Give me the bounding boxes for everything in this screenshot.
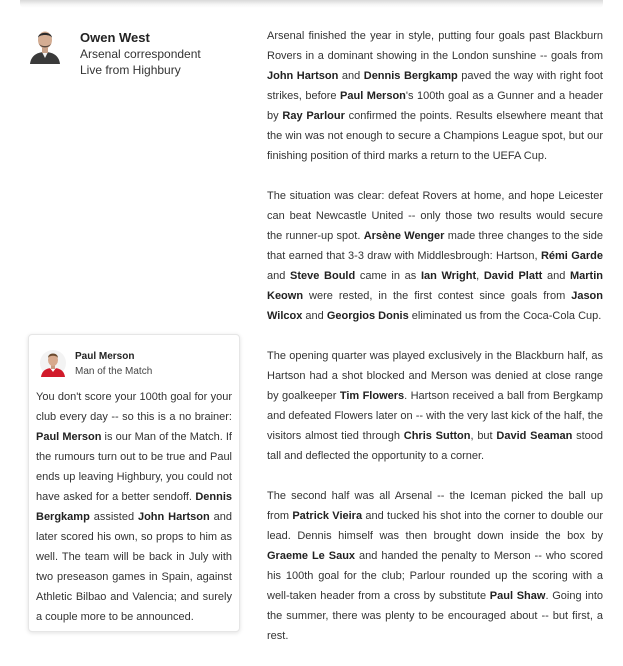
player-name: David Seaman	[496, 430, 573, 442]
player-name: Ian Wright	[420, 270, 477, 282]
player-name: Dennis Bergkamp	[363, 70, 458, 82]
text-run: eliminated us from the Coca-Cola Cup.	[408, 310, 602, 322]
player-name: Paul Shaw	[489, 590, 546, 602]
text-run: and later scored his own, so props to him as well. The team will be back in July with two preseason games in Spain, against Athletic Bilbao and Valencia; and surely a couple more to be announced.	[36, 511, 232, 623]
text-run: 's 100th goal as a Gunner and a header by	[267, 90, 604, 122]
player-name: Georgios Donis	[326, 310, 409, 322]
text-run: and	[338, 70, 364, 82]
text-run: paved the way with right foot strikes, before	[267, 70, 603, 102]
text-run: is our Man of the Match. If the rumours turn out to be true and Paul ends up leaving Highbury, you could not have asked for a better sendoff.	[36, 431, 232, 503]
text-run: The opening quarter was played exclusively in the Blackburn half, as Hartson had a shot blocked and Merson was denied at close range by goalkeeper	[267, 350, 603, 402]
player-name: Jason Wilcox	[267, 290, 603, 322]
text-run: ,	[476, 270, 484, 282]
player-name: David Platt	[483, 270, 543, 282]
text-run: and	[542, 270, 570, 282]
player-name: Dennis Bergkamp	[36, 491, 232, 523]
player-name: John Hartson	[137, 511, 210, 523]
player-name: Patrick Vieira	[292, 510, 363, 522]
player-name: Paul Merson	[36, 431, 102, 443]
player-name: Tim Flowers	[339, 390, 405, 402]
player-name: Chris Sutton	[403, 430, 471, 442]
text-run: came in as	[355, 270, 421, 282]
player-name: Ray Parlour	[282, 110, 345, 122]
report-paragraph	[267, 26, 603, 166]
author-block	[28, 26, 248, 76]
player-name: Paul Merson	[340, 90, 406, 102]
text-run: and	[267, 270, 291, 282]
text-run: The second half was all Arsenal -- the Iceman picked the ball up from	[267, 490, 603, 522]
top-shadow-bar	[20, 0, 603, 8]
motm-name: Paul Merson	[75, 351, 135, 362]
motm-avatar	[40, 349, 66, 377]
text-run: and handed the penalty to Merson -- who scored his 100th goal for the club; Parlour rounded up the scoring with a well-taken header from a cross by substitute	[267, 550, 603, 602]
text-run: and tucked his shot into the corner to double our lead. Dennis himself was then brought down inside the box by	[267, 510, 604, 542]
player-name: Graeme Le Saux	[267, 550, 356, 562]
text-run: . Hartson received a ball from Bergkamp and defeated Flowers later on -- with the very last kick of the half, the visitors almost tied through	[267, 390, 603, 442]
player-name: Arsène Wenger	[363, 230, 445, 242]
man-of-the-match-card	[28, 334, 240, 632]
text-run: made three changes to the side that earned that 3-3 draw with Middlesbrough: Hartson,	[267, 230, 603, 262]
author-name: Owen West	[80, 30, 150, 45]
text-run: assisted	[89, 511, 138, 523]
text-run: The situation was clear: defeat Rovers at home, and hope Leicester can beat Newcastle United -- only those two results would secure the runner-up spot.	[267, 190, 603, 242]
text-run: , but	[470, 430, 497, 442]
text-run: . Going into the summer, there was plenty to be encouraged about -- but first, a rest.	[267, 590, 603, 642]
motm-title: Man of the Match	[75, 366, 153, 377]
report-paragraph	[267, 186, 603, 326]
text-run: Arsenal finished the year in style, putting four goals past Blackburn Rovers in a dominant showing in the London sunshine -- goals from	[267, 30, 603, 62]
report-paragraph	[267, 346, 603, 466]
match-report	[267, 26, 603, 666]
text-run: stood tall and deflected the opportunity to a corner.	[267, 430, 603, 462]
text-run: confirmed the points. Results elsewhere meant that the win was not enough to secure a Champions League spot, but our finishing position of third marks a return to the UEFA Cup.	[267, 110, 603, 162]
player-name: Rémi Garde	[540, 250, 604, 262]
text-run: You don't score your 100th goal for your club every day -- so this is a no brainer:	[36, 391, 232, 423]
player-name: John Hartson	[267, 70, 339, 82]
player-name: Steve Bould	[290, 270, 356, 282]
author-avatar	[28, 26, 62, 64]
author-location: Live from Highbury	[80, 63, 181, 77]
player-name: Martin Keown	[267, 270, 603, 302]
author-role: Arsenal correspondent	[80, 47, 201, 61]
text-run: and	[302, 310, 327, 322]
motm-text	[36, 387, 232, 627]
report-paragraph	[267, 486, 603, 646]
text-run: were rested, in the first contest since goals from	[303, 290, 572, 302]
